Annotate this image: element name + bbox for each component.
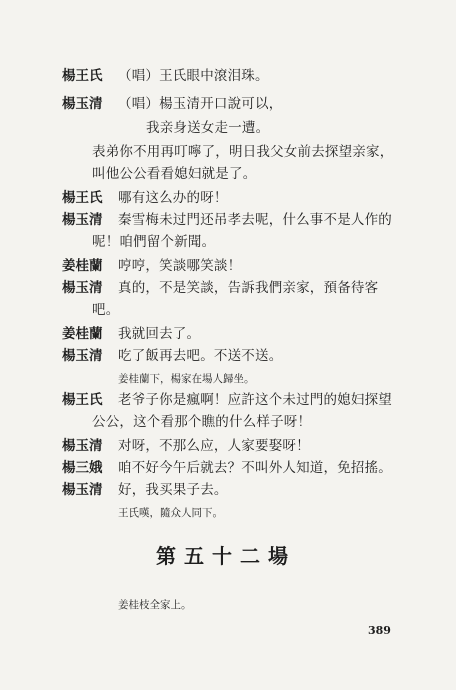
scene-stage-direction: 姜桂枝全家上。 (118, 599, 192, 611)
speaker-label: 姜桂蘭 (62, 258, 103, 274)
dialogue-line: 我就回去了。 (118, 326, 201, 342)
speaker-label: 楊王氏 (62, 68, 103, 84)
dialogue-line: 老爷子你是瘋啊！应許这个未过門的媳妇探望 (118, 392, 392, 408)
dialogue-line: 公公，这个看那个瞧的什么样子呀！ (92, 414, 312, 430)
speaker-label: 楊三娥 (62, 460, 103, 476)
dialogue-line: 好，我买果子去。 (118, 482, 228, 498)
dialogue-line: 对呀，不那么应，人家要娶呀！ (118, 438, 310, 454)
stage-direction: 王氏嘆，隨众人同下。 (118, 507, 223, 519)
dialogue-line: 表弟你不用再叮嚀了，明日我父女前去探望亲家， (92, 144, 394, 160)
speaker-label: 姜桂蘭 (62, 326, 103, 342)
dialogue-line: 叫他公公看看媳妇就是了。 (92, 166, 257, 182)
speaker-label: 楊玉清 (62, 280, 103, 296)
dialogue-line: 吧。 (92, 302, 120, 318)
speaker-label: 楊玉清 (62, 348, 103, 364)
speaker-label: 楊玉清 (62, 438, 103, 454)
page-number: 389 (368, 624, 391, 637)
speaker-label: 楊王氏 (62, 190, 103, 206)
dialogue-line: （唱）楊玉清开口說可以， (118, 96, 283, 112)
dialogue-line: 吃了飯再去吧。不送不送。 (118, 348, 283, 364)
dialogue-line: 哪有这么办的呀！ (118, 190, 228, 206)
dialogue-line: 呢！咱們留个新聞。 (92, 234, 216, 250)
dialogue-line: （唱）王氏眼中滾泪珠。 (118, 68, 269, 84)
dialogue-line: 秦雪梅未过門还吊孝去呢，什么事不是人作的 (118, 212, 392, 228)
stage-direction: 姜桂蘭下，楊家在場人歸坐。 (118, 373, 255, 385)
speaker-label: 楊玉清 (62, 96, 103, 112)
scene-title: 第五十二場 (156, 544, 296, 568)
dialogue-line: 咱不好今午后就去？不叫外人知道，免招搖。 (118, 460, 392, 476)
dialogue-line: 真的，不是笑談，告訴我們亲家，預备待客 (118, 280, 379, 296)
speaker-label: 楊玉清 (62, 212, 103, 228)
dialogue-line: 哼哼，笑談哪笑談！ (118, 258, 242, 274)
speaker-label: 楊玉清 (62, 482, 103, 498)
speaker-label: 楊王氏 (62, 392, 103, 408)
dialogue-line: 我亲身送女走一遭。 (146, 120, 270, 136)
